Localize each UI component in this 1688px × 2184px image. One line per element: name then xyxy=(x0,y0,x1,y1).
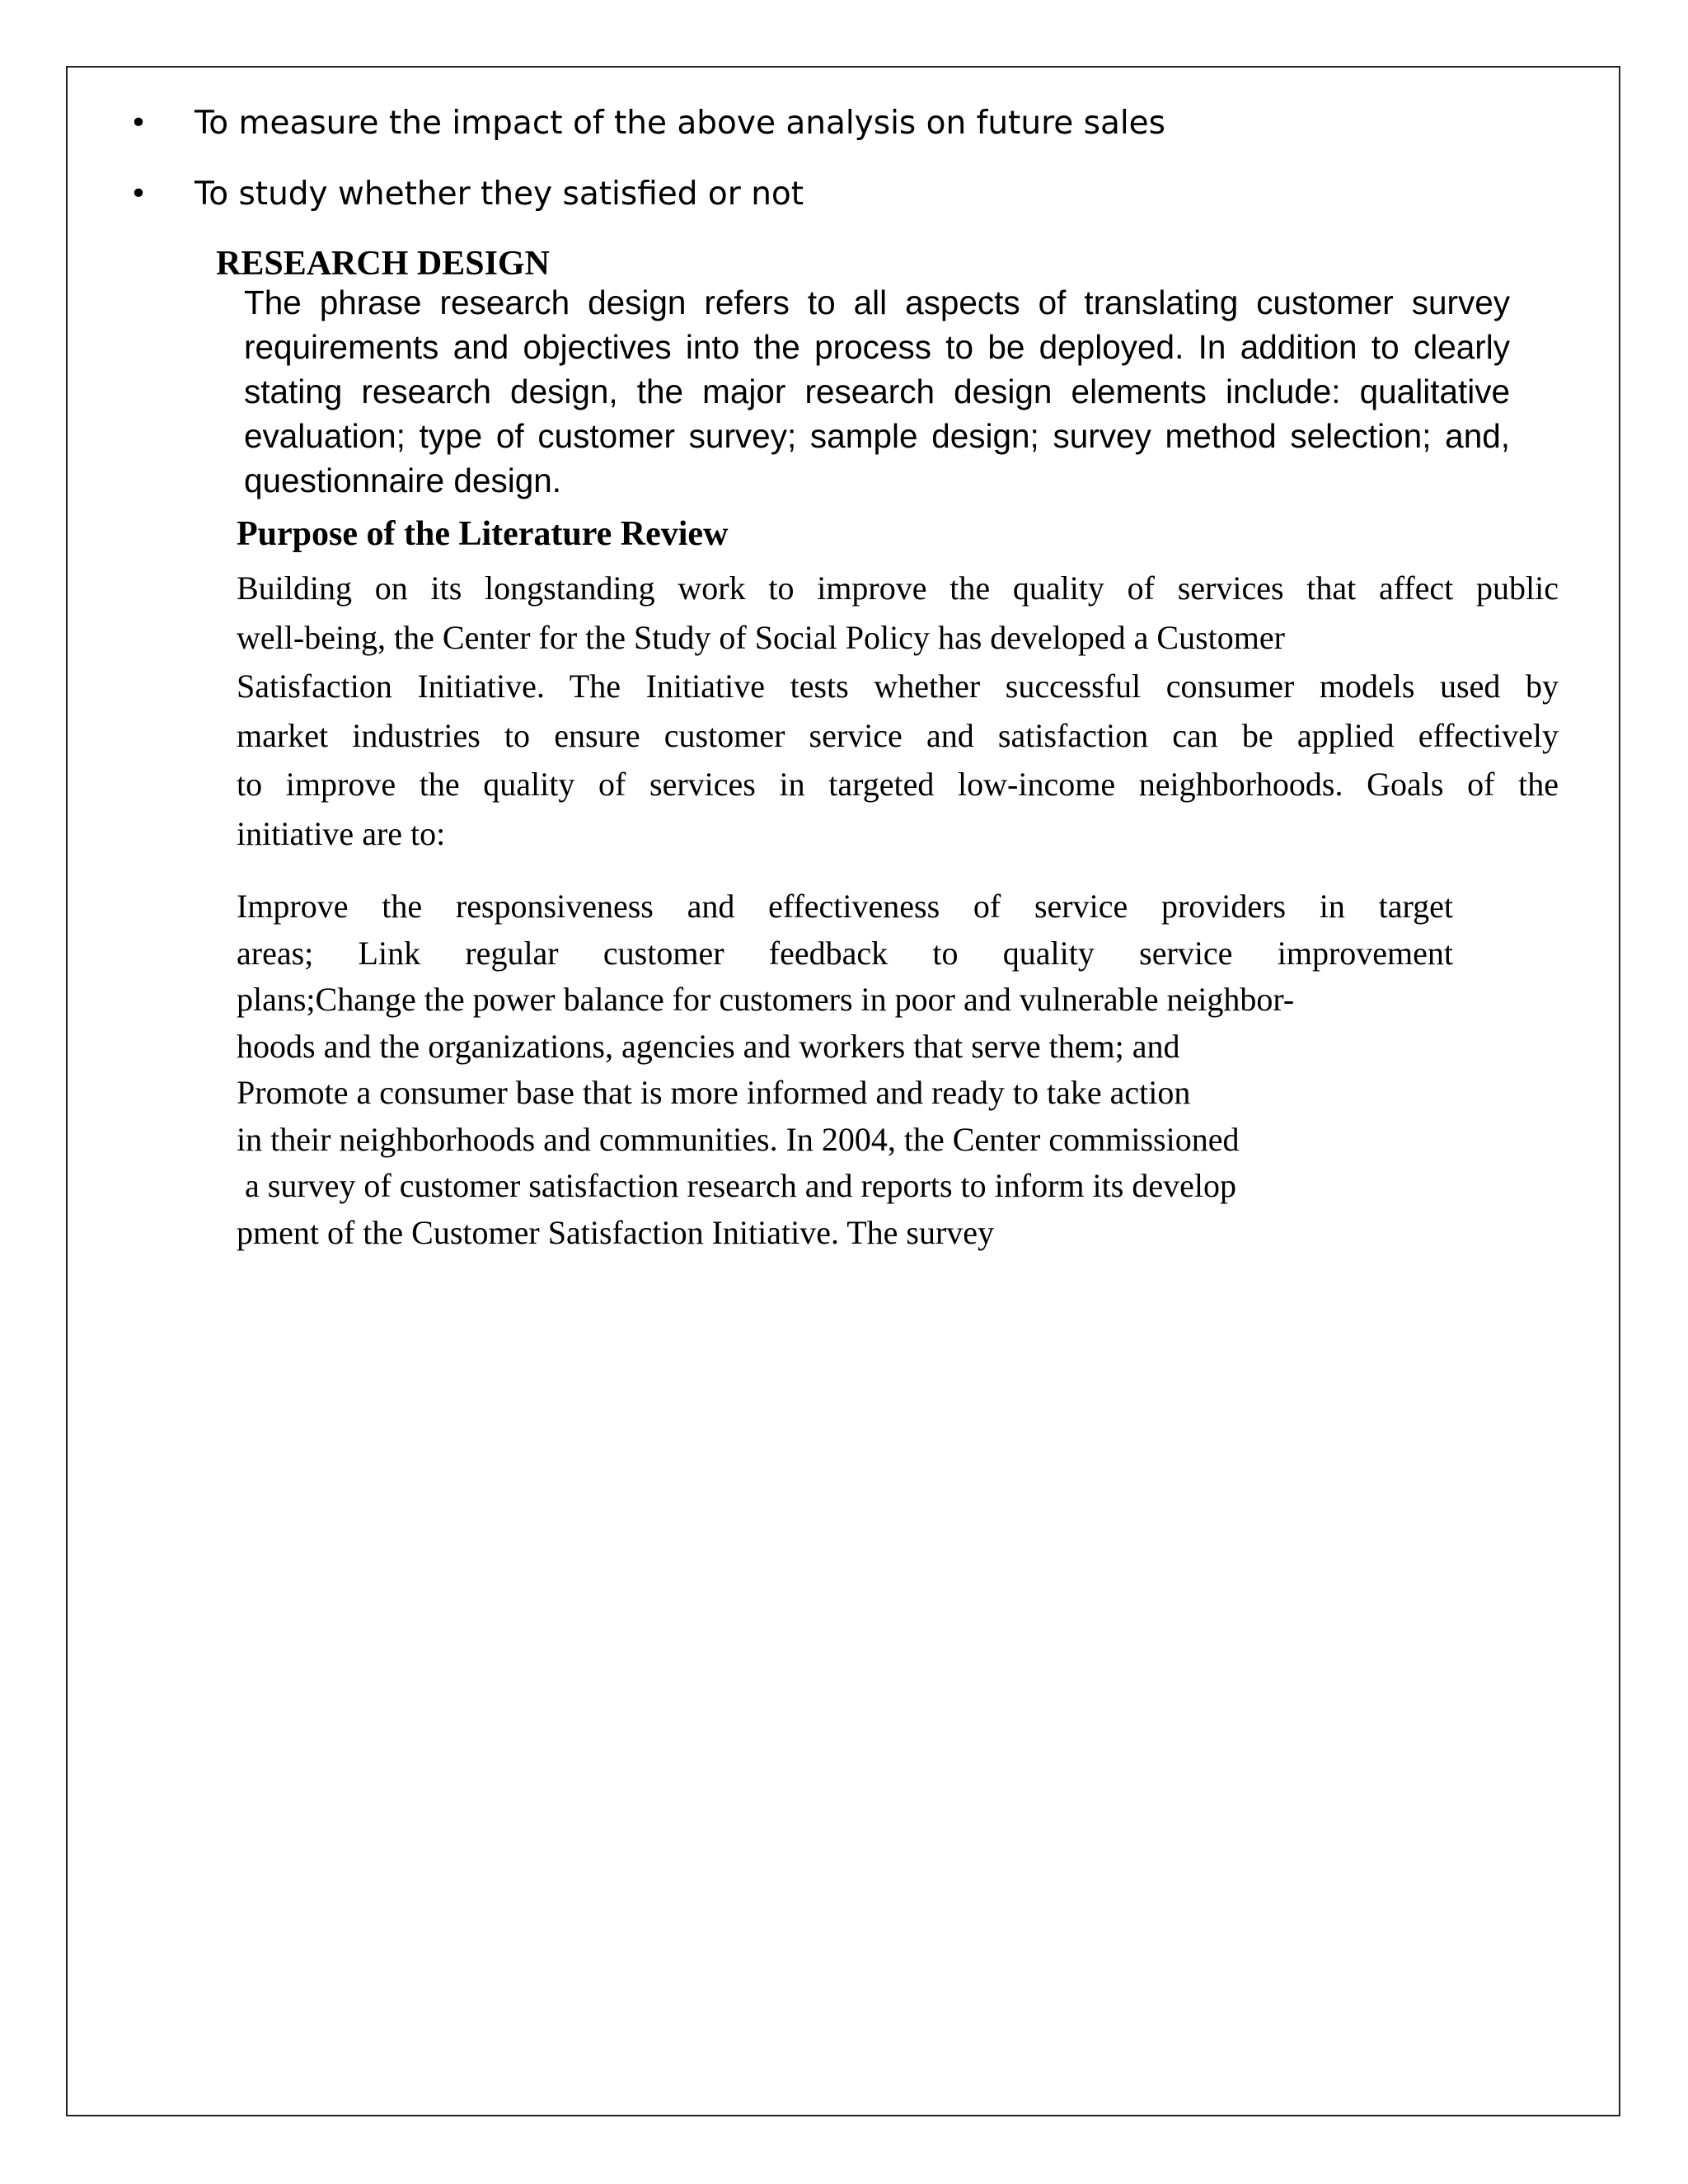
paragraph-line: Promote a consumer base that is more informed and ready to take action xyxy=(237,1074,1191,1111)
paragraph-line: market industries to ensure customer service and satisfaction can be applied effectively xyxy=(237,716,1559,754)
goals-paragraph xyxy=(237,883,1453,1256)
paragraph-line: in their neighborhoods and communities. In 2004, the Center commissioned xyxy=(237,1120,1240,1158)
paragraph-line: hoods and the organizations, agencies and workers that serve them; and xyxy=(237,1027,1180,1065)
list-item-text: To study whether they satisfied or not xyxy=(195,176,804,213)
literature-review-heading: Purpose of the Literature Review xyxy=(237,515,729,553)
paragraph-line: pment of the Customer Satisfaction Initiative. The survey xyxy=(237,1213,995,1251)
paragraph-line: Building on its longstanding work to improve the quality of services that affect public xyxy=(237,569,1559,607)
research-design-heading: RESEARCH DESIGN xyxy=(216,245,550,283)
paragraph-line: to improve the quality of services in targeted low-income neighborhoods. Goals of the xyxy=(237,766,1559,803)
objectives-list xyxy=(129,97,1165,239)
bullet-icon: • xyxy=(129,106,148,140)
paragraph-line: Improve the responsiveness and effectiveness of service providers in target xyxy=(237,888,1453,925)
paragraph-line: a survey of customer satisfaction research and reports to inform its develop xyxy=(237,1167,1236,1204)
research-design-text: The phrase research design refers to all aspects of translating customer survey requirements and objectives into the process to be deployed. In addition to clearly stating research design, the major research design elements include: qualitative evaluation; type of customer survey; sample design; survey method selection; and, questionnaire design. xyxy=(244,284,1510,499)
research-design-paragraph xyxy=(244,280,1510,503)
literature-review-paragraph xyxy=(237,564,1559,858)
list-item xyxy=(129,97,1165,168)
bullet-icon: • xyxy=(129,177,148,211)
paragraph-line: plans;Change the power balance for customers in poor and vulnerable neighbor- xyxy=(237,981,1295,1018)
paragraph-line: Satisfaction Initiative. The Initiative tests whether successful consumer models used by xyxy=(237,668,1559,705)
list-item-text: To measure the impact of the above analysis on future sales xyxy=(195,105,1165,142)
paragraph-line: areas; Link regular customer feedback to quality service improvement xyxy=(237,934,1453,972)
list-item xyxy=(129,168,1165,239)
paragraph-line: well-being, the Center for the Study of Social Policy has developed a Customer xyxy=(237,618,1285,656)
paragraph-line: initiative are to: xyxy=(237,814,446,852)
